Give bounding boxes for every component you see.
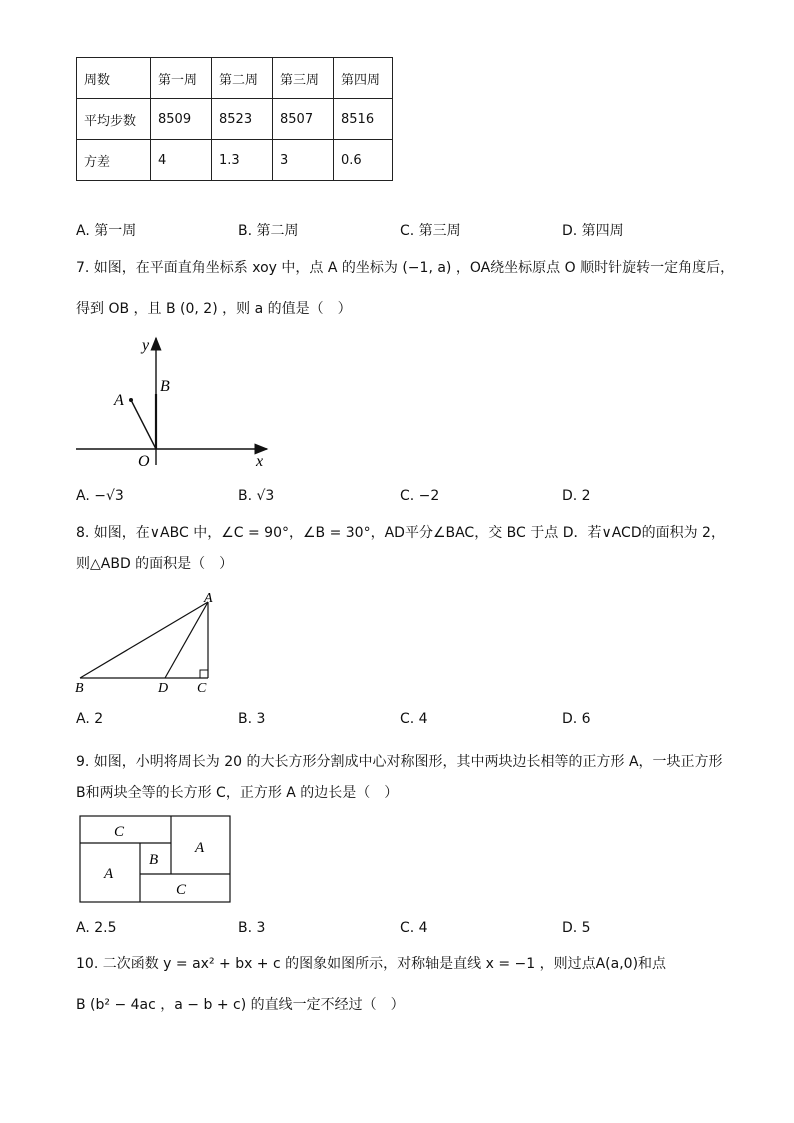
q10-stem-line2: B (b² − 4ac ，a − b + c) 的直线一定不经过（ ） — [76, 997, 405, 1013]
table-header-row — [77, 58, 393, 99]
q6-option-c: C. 第三周 — [400, 223, 461, 239]
q9-rectangle-figure — [78, 814, 234, 906]
q9-option-a: A. 2.5 — [76, 920, 117, 936]
rect-c-bottom-label: C — [176, 882, 187, 898]
q6-option-d: D. 第四周 — [562, 223, 624, 239]
q9-option-d: D. 5 — [562, 920, 591, 936]
q8-option-c: C. 4 — [400, 711, 428, 727]
table-cell: 8523 — [212, 99, 273, 140]
table-cell: 8509 — [151, 99, 212, 140]
table-cell: 4 — [151, 140, 212, 181]
square-b-label: B — [149, 852, 159, 868]
point-a-label: A — [114, 392, 124, 409]
table-cell: 方差 — [77, 140, 151, 181]
table-cell: 8507 — [273, 99, 334, 140]
q9-stem-line2: B和两块全等的长方形 C，正方形 A 的边长是（ ） — [76, 785, 399, 801]
q8-stem-line1: 8. 如图，在∨ABC 中，∠C = 90°，∠B = 30°，AD平分∠BAC，交 BC 于点 D．若∨ACD的面积为 2， — [76, 525, 725, 541]
table-row — [77, 140, 393, 181]
q8-option-a: A. 2 — [76, 711, 104, 727]
q7-option-b: B. √3 — [238, 488, 275, 504]
y-label: y — [142, 337, 150, 354]
q7-stem-line2: 得到 OB ，且 B (0, 2) ，则 a 的值是（ ） — [76, 301, 352, 317]
table-cell: 平均步数 — [77, 99, 151, 140]
point-a — [129, 398, 133, 402]
table-cell: 第一周 — [151, 58, 212, 99]
q9-option-b: B. 3 — [238, 920, 266, 936]
table-cell: 3 — [273, 140, 334, 181]
table-cell: 第二周 — [212, 58, 273, 99]
segment-ad — [165, 602, 208, 678]
vertex-b-label: B — [75, 681, 84, 696]
point-d-label: D — [158, 681, 169, 696]
q7-stem-line1: 7. 如图，在平面直角坐标系 xoy 中，点 A 的坐标为 (−1, a) ，OA绕坐标原点 O 顺时针旋转一定角度后， — [76, 260, 735, 276]
q7-coordinate-figure — [70, 330, 290, 480]
q9-option-c: C. 4 — [400, 920, 428, 936]
point-b-label: B — [160, 378, 170, 395]
q7-option-a: A. −√3 — [76, 488, 124, 504]
x-label: x — [256, 453, 264, 470]
table-cell: 1.3 — [212, 140, 273, 181]
q8-option-b: B. 3 — [238, 711, 266, 727]
stats-table — [76, 57, 393, 181]
q10-stem-line1: 10. 二次函数 y = ax² + bx + c 的图象如图所示，对称轴是直线 x = −1 ，则过点A(a,0)和点 — [76, 956, 667, 972]
table-cell: 8516 — [334, 99, 393, 140]
segment-oa — [131, 400, 156, 449]
table-cell: 0.6 — [334, 140, 393, 181]
q9-stem-line1: 9. 如图，小明将周长为 20 的大长方形分割成中心对称图形，其中两块边长相等的正方形 A，一块正方形 — [76, 754, 723, 770]
vertex-c-label: C — [197, 681, 207, 696]
origin-label: O — [138, 453, 150, 470]
q8-triangle-figure — [70, 586, 230, 696]
table-cell: 第四周 — [334, 58, 393, 99]
q6-option-a: A. 第一周 — [76, 223, 137, 239]
q8-option-d: D. 6 — [562, 711, 591, 727]
q8-stem-line2: 则△ABD 的面积是（ ） — [76, 556, 234, 572]
right-angle-mark — [200, 670, 208, 678]
q6-option-b: B. 第二周 — [238, 223, 299, 239]
table-cell: 第三周 — [273, 58, 334, 99]
q7-option-c: C. −2 — [400, 488, 440, 504]
rect-c-top-label: C — [114, 824, 125, 840]
square-a-right-label: A — [195, 840, 205, 856]
vertex-a-label: A — [204, 591, 213, 606]
square-a-left-label: A — [104, 866, 114, 882]
table-cell: 周数 — [77, 58, 151, 99]
q7-option-d: D. 2 — [562, 488, 591, 504]
side-ab — [80, 602, 208, 678]
table-row — [77, 99, 393, 140]
